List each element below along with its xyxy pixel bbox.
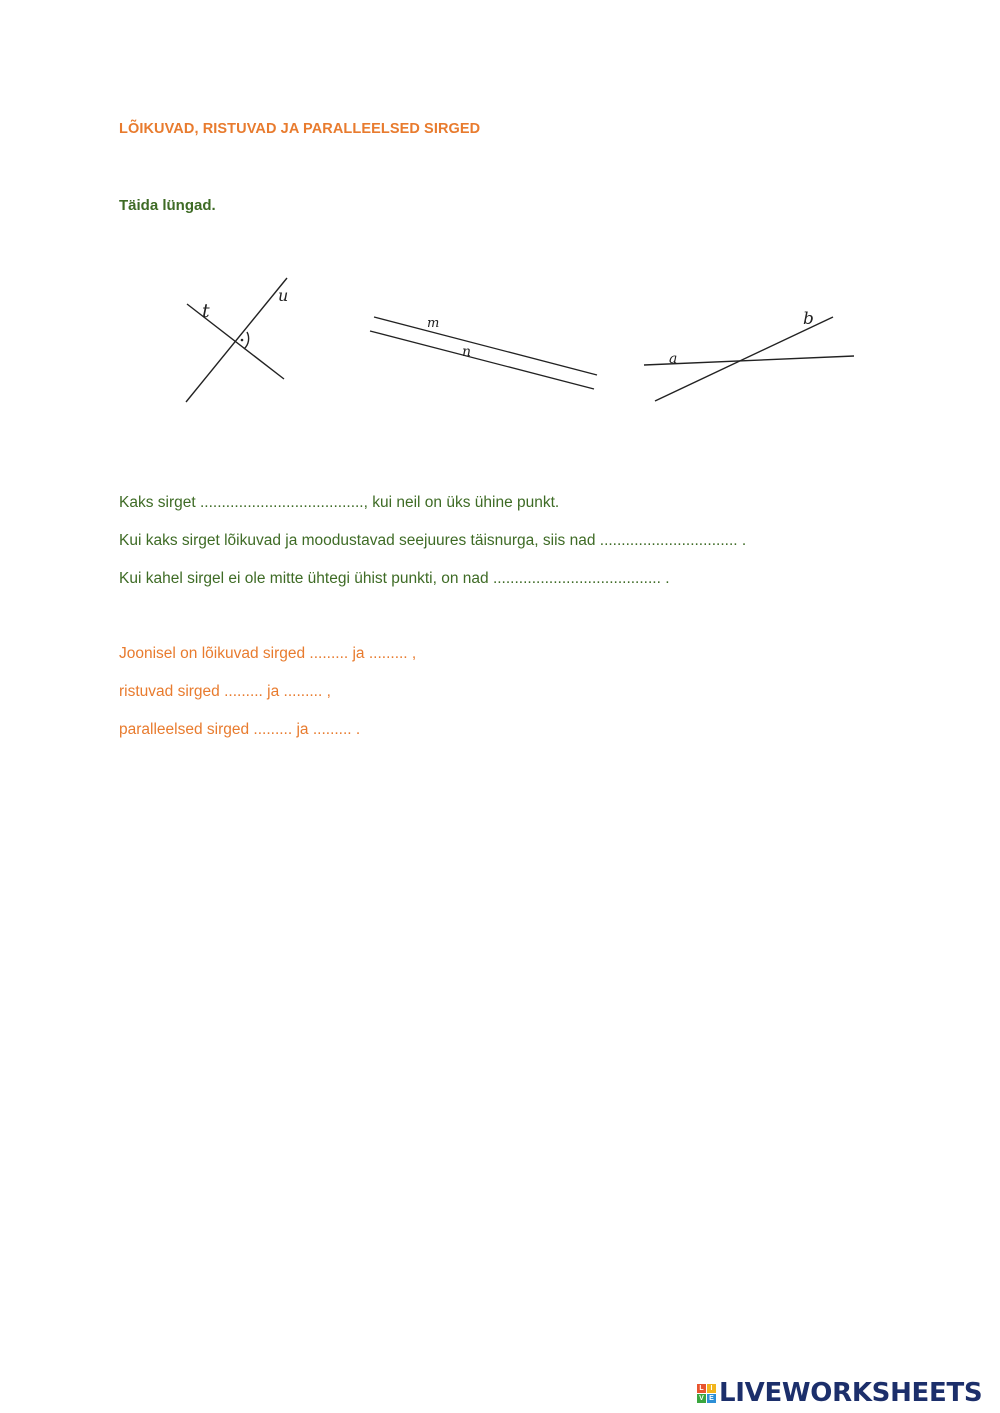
figures — [0, 260, 1000, 420]
sentence-parallel: Kui kahel sirgel ei ole mitte ühtegi ühist punkti, on nad ....................................... . — [119, 570, 670, 587]
answer-intersecting: Joonisel on lõikuvad sirged ......... ja ......... , — [119, 645, 417, 662]
logo-icon — [697, 1384, 716, 1403]
instruction: Täida lüngad. — [119, 197, 216, 214]
label-a: a — [669, 351, 678, 367]
logo-cell-e: E — [707, 1394, 716, 1403]
line-m — [374, 317, 597, 375]
line-n — [370, 331, 594, 389]
sentence-intersecting: Kaks sirget ......................................, kui neil on üks ühine punkt. — [119, 494, 560, 511]
label-t: t — [202, 300, 210, 322]
sentence-perpendicular: Kui kaks sirget lõikuvad ja moodustavad seejuures täisnurga, siis nad ................................ . — [119, 532, 747, 549]
label-b: b — [803, 309, 814, 329]
logo-text: LIVEWORKSHEETS — [719, 1378, 983, 1408]
liveworksheets-logo — [697, 1377, 982, 1409]
figure-perpendicular — [186, 278, 287, 402]
figure-parallel — [370, 317, 597, 389]
label-u: u — [278, 286, 289, 305]
right-angle-mark — [244, 332, 249, 349]
label-m: m — [427, 316, 440, 331]
answer-parallel: paralleelsed sirged ......... ja ......... . — [119, 721, 361, 738]
line-b — [655, 317, 833, 401]
line-u — [186, 278, 287, 402]
logo-cell-v: V — [697, 1394, 706, 1403]
lines-figure — [0, 260, 1000, 420]
answer-perpendicular: ristuvad sirged ......... ja ......... , — [119, 683, 331, 700]
logo-cell-l: L — [697, 1384, 706, 1393]
label-n: n — [462, 344, 472, 360]
worksheet-title: LÕIKUVAD, RISTUVAD JA PARALLEELSED SIRGED — [119, 121, 481, 137]
right-angle-dot — [241, 339, 244, 342]
logo-cell-i: I — [707, 1384, 716, 1393]
